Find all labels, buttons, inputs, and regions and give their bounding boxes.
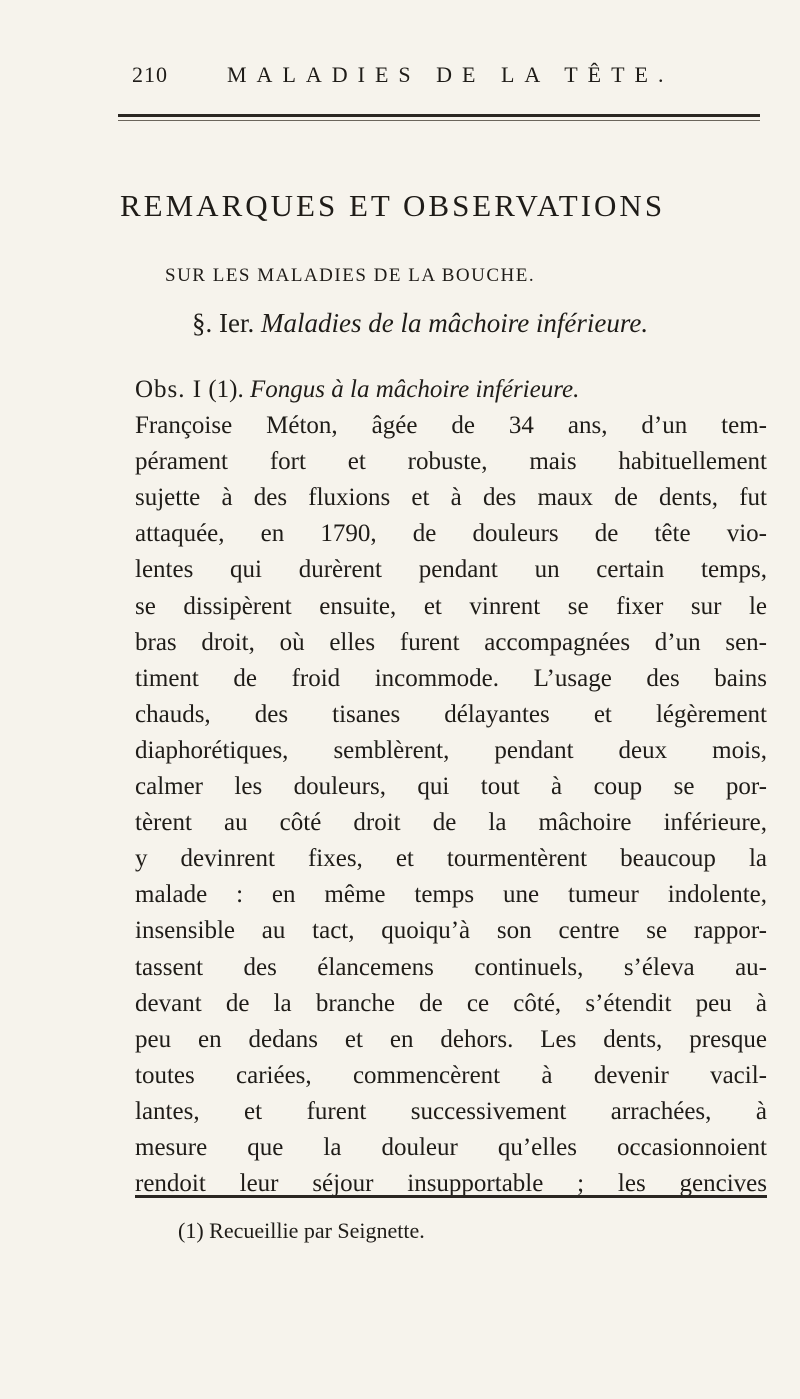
- running-head-title: MALADIES DE LA TÊTE.: [227, 62, 674, 87]
- text-line: calmer les douleurs, qui tout à coup se por-: [135, 773, 767, 801]
- text-line: devant de la branche de ce côté, s’étendit peu à: [135, 989, 767, 1017]
- footnote: [178, 1218, 738, 1244]
- footnote-text: Recueillie par Seignette.: [209, 1218, 425, 1243]
- text-line: bras droit, où elles furent accompagnées d’un sen-: [135, 628, 767, 656]
- text-line: insensible au tact, quoiqu’à son centre se rappor-: [135, 917, 767, 945]
- text-line: diaphorétiques, semblèrent, pendant deux mois,: [135, 736, 767, 764]
- header-rule-thin: [118, 120, 760, 121]
- running-head: [132, 62, 712, 96]
- text-line: se dissipèrent ensuite, et vinrent se fixer sur le: [135, 592, 767, 620]
- text-line: chauds, des tisanes délayantes et légèrement: [135, 700, 767, 728]
- text-line: sujette à des fluxions et à des maux de dents, fut: [135, 484, 767, 512]
- text-line: malade : en même temps une tumeur indolente,: [135, 881, 767, 909]
- paragraph-number: Ier.: [219, 308, 255, 338]
- text-line: toutes cariées, commencèrent à devenir vacil-: [135, 1061, 767, 1089]
- text-line: timent de froid incommode. L’usage des bains: [135, 664, 767, 692]
- header-rule: [118, 114, 760, 117]
- section-title: REMARQUES ET OBSERVATIONS: [120, 188, 666, 223]
- page-number: 210: [132, 62, 168, 87]
- observation-label: Obs. I: [135, 376, 203, 403]
- paragraph-title: Maladies de la mâchoire inférieure.: [260, 308, 649, 338]
- text-line: mesure que la douleur qu’elles occasionnoient: [135, 1133, 767, 1161]
- text-line: attaquée, en 1790, de douleurs de tête vio-: [135, 520, 767, 548]
- observation-heading-line: [135, 372, 767, 408]
- text-line: tassent des élancemens continuels, s’éleva au-: [135, 953, 767, 981]
- text-line: lantes, et furent successivement arrachées, à: [135, 1097, 767, 1125]
- text-line: rendoit leur séjour insupportable ; les gencives: [135, 1170, 767, 1198]
- footnote-reference: (1).: [208, 376, 244, 403]
- footnote-marker: (1): [178, 1218, 204, 1243]
- paragraph-heading: [192, 308, 752, 339]
- paragraph-mark: §.: [192, 308, 213, 338]
- text-line: tèrent au côté droit de la mâchoire inférieure,: [135, 809, 767, 837]
- observation-body: [135, 372, 767, 1202]
- footnote-rule: [135, 1195, 767, 1198]
- text-line: Françoise Méton, âgée de 34 ans, d’un tem-: [135, 412, 767, 440]
- observation-title: Fongus à la mâchoire inférieure.: [250, 376, 580, 403]
- text-line: pérament fort et robuste, mais habituellement: [135, 448, 767, 476]
- section-subtitle: SUR LES MALADIES DE LA BOUCHE.: [165, 265, 536, 286]
- text-line: lentes qui durèrent pendant un certain temps,: [135, 556, 767, 584]
- text-line: y devinrent fixes, et tourmentèrent beaucoup la: [135, 845, 767, 873]
- text-line: peu en dedans et en dehors. Les dents, presque: [135, 1025, 767, 1053]
